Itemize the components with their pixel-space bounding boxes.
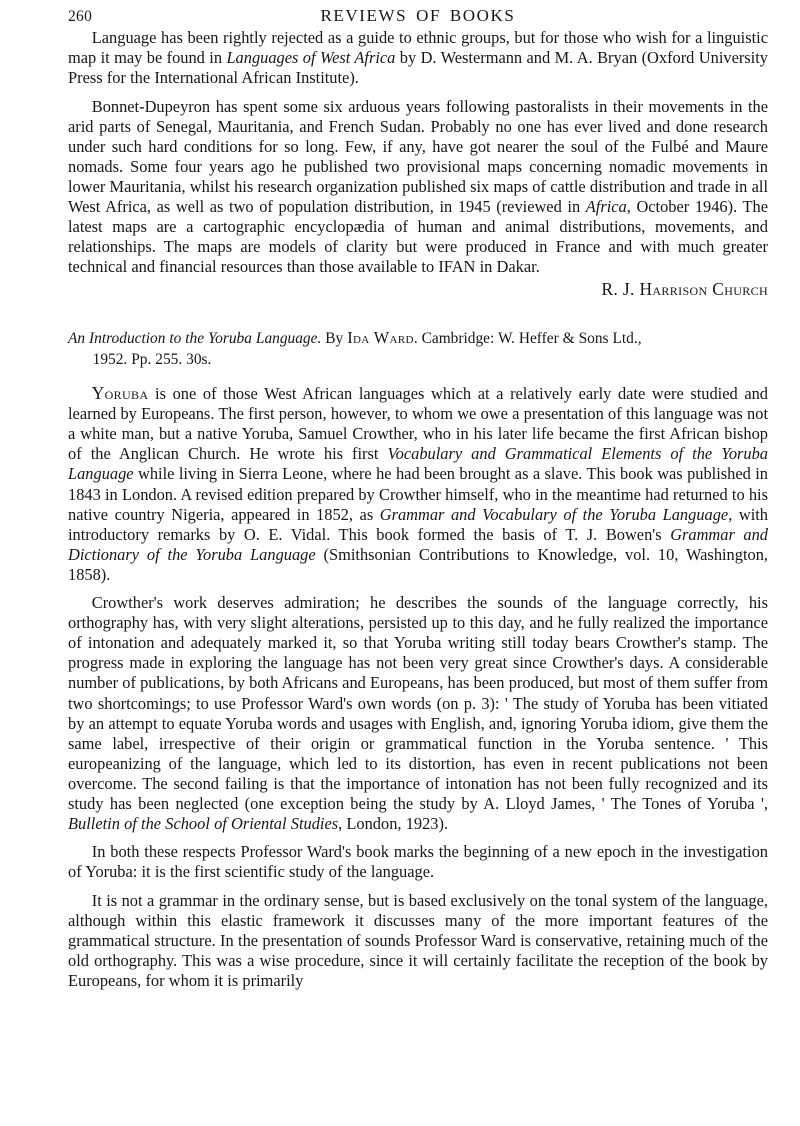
book-heading-line2: 1952. Pp. 255. 30s. [92,350,212,368]
opening-small-caps: Yoruba [91,384,149,404]
book-author: Ida Ward [347,328,414,348]
reviewer-name: R. J. Harrison Church [601,280,768,300]
review-two-paragraph-3: In both these respects Professor Ward's book marks the beginning of a new epoch in the investigation of Yoruba: it is the first scientific study of the language. [68,842,768,882]
review-two-paragraph-1: Yoruba is one of those West African languages which at a relatively early date were studied and learned by Europeans. The first person, however, to whom we owe a presentation of this language was not a white man, but a native Yoruba, Samuel Crowther, who in his later life became the first African bishop of the Anglican Church. He wrote his first Vocabulary and Grammatical Elements of the Yoruba Language while living in Sierra Leone, where he had been brought as a slave. This book was published in 1843 in London. A revised edition prepared by Crowther himself, who in the meantime had returned to his native country Nigeria, appeared in 1852, as Grammar and Vocabulary of the Yoruba Language, with introductory remarks by O. E. Vidal. This book formed the basis of T. J. Bowen's Grammar and Dictionary of the Yoruba Language (Smithsonian Contributions to Knowledge, vol. 10, Washington, 1858). [68,384,768,584]
running-head-title: REVIEWS OF BOOKS [320,6,516,25]
italic-title: Bulletin of the School of Oriental Studies [68,813,339,833]
review-two-book-heading [68,328,768,370]
italic-title: Vocabulary and Grammatical Elements of the Yoruba Language [68,444,768,484]
review-one-paragraph-2: Bonnet-Dupeyron has spent some six arduous years following pastoralists in their movements in the arid parts of Senegal, Mauritania, and French Sudan. Probably no one has ever lived and done research under such hard conditions for so long. Few, if any, have got nearer the soul of the Fulbé and Maure nomads. Some four years ago he published two provisional maps concerning nomadic movements in lower Mauritania, whilst his research organization published six maps of cattle distribution and trade in all West Africa, as well as two of population distribution, in 1945 (reviewed in Africa, October 1946). The latest maps are a cartographic encyclopædia of human and animal distributions, movements, and relationships. The maps are models of clarity but were produced in France and with much greater technical and financial resources than those available to IFAN in Dakar. [68,96,768,277]
italic-title: Grammar and Vocabulary of the Yoruba Language [379,504,729,524]
review-two-paragraph-4: It is not a grammar in the ordinary sense, but is based exclusively on the tonal system of the language, although within this elastic framework it discusses many of the more important features of the grammatical structure. In the presentation of sounds Professor Ward is conservative, retaining much of the old orthography. This was a wise procedure, since it will certainly facilitate the reception of the book by Europeans, for whom it is primarily [68,890,768,991]
italic-title: Africa [585,196,627,216]
review-two-paragraph-2: Crowther's work deserves admiration; he describes the sounds of the language correctly, his orthography has, with very slight alterations, persisted up to this day, and he fully realized the importance of intonation and adequately marked it, so that Yoruba writing still today bears Crowther's stamp. The progress made in exploring the language has not been very great since Crowther's days. A considerable number of publications, by both Africans and Europeans, has been produced, but most of them suffer from two shortcomings; to use Professor Ward's own words (on p. 3): ' The study of Yoruba has been vitiated by an attempt to equate Yoruba words and usages with English, and, ignoring Yoruba idiom, give them the same label, irrespective of their origin or grammatical function in the Yoruba sentence. ' This europeanizing of the language, which led to its distortion, has even in recent publications not been overcome. The second failing is that the importance of intonation has not been fully recognized and its study has been neglected (one exception being the study by A. Lloyd James, ' The Tones of Yoruba ', Bulletin of the School of Oriental Studies, London, 1923). [68,593,769,833]
page-folio-number: 260 [68,8,93,25]
review-one-paragraph-1: Language has been rightly rejected as a guide to ethnic groups, but for those who wish for a linguistic map it may be found in Languages of West Africa by D. Westermann and M. A. Bryan (Oxford University Press for the International African Institute). [68,28,768,88]
running-head [68,6,768,28]
body-text-column [68,28,768,991]
book-title: An Introduction to the Yoruba Language. [68,330,322,348]
book-imprint: . Cambridge: W. Heffer & Sons Ltd., [413,330,642,348]
italic-title: Languages of West Africa [226,48,396,68]
review-one-signature [68,280,768,300]
italic-title: Grammar and Dictionary of the Yoruba Language [68,524,768,564]
book-by-label: By [325,330,344,348]
